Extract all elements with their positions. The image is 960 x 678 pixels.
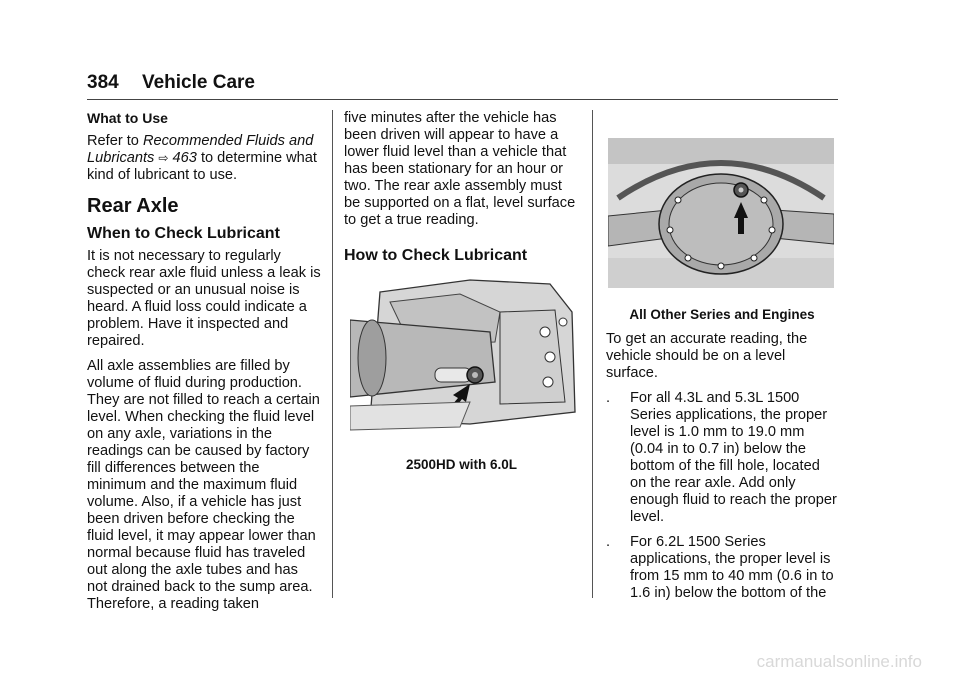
what-to-use-heading: What to Use — [87, 110, 168, 126]
page-ref-arrow-icon: ⇨ — [158, 151, 169, 165]
refer-paragraph: Refer to Recommended Fluids and Lubricants ⇨ 463 to determine what kind of lubricant to use. — [87, 133, 317, 183]
continued-paragraph: five minutes after the vehicle has been driven will appear to have a lower fluid level than a vehicle that has been stationary for an hour or two. The rear axle assembly must be supported on a flat, level surface to get a true reading. — [344, 110, 576, 228]
header-rule — [87, 99, 838, 100]
column-right — [606, 110, 838, 610]
fluids-lubricants-link[interactable]: Recommended Fluids and Lubricants — [87, 133, 314, 166]
paragraph-2: All axle assemblies are filled by volume of fluid during production. They are not filled to reach a certain level. When checking the fluid level on any axle, variations in the readings can be caused by factory fill differences between the minimum and the maximum fluid volume. Also, if a vehicle has just been driven before checking the fluid level, it may appear lower than normal because fluid has traveled out along the axle tubes and has not drained back to the sump area. Therefore, a reading taken — [87, 358, 320, 612]
column-divider-left — [332, 110, 333, 598]
level-intro: To get an accurate reading, the vehicle should be on a level surface. — [606, 331, 808, 381]
axle-2500hd-illustration — [350, 272, 580, 432]
watermark: carmanualsonline.info — [756, 652, 922, 671]
column-left — [87, 110, 322, 621]
axle-other-series-illustration — [608, 138, 834, 288]
page-header — [87, 72, 255, 94]
list-item — [606, 534, 838, 602]
page-number: 384 — [87, 72, 119, 93]
column-divider-right — [592, 110, 593, 598]
how-to-check-heading: How to Check Lubricant — [344, 247, 528, 264]
list-item — [606, 390, 838, 526]
bullet-glyph: . — [606, 390, 611, 406]
page-ref-link[interactable]: 463 — [172, 150, 197, 166]
rear-axle-title: Rear Axle — [87, 195, 179, 217]
when-to-check-heading: When to Check Lubricant — [87, 225, 280, 242]
section-title: Vehicle Care — [141, 72, 256, 93]
bullet-text: For all 4.3L and 5.3L 1500 Series applications, the proper level is 1.0 mm to 19.0 mm (0.04 in to 0.7 in) below the bottom of the fill hole, located on the rear axle. Add only enough fluid to reach the proper level. — [630, 390, 837, 525]
bullet-glyph: . — [606, 534, 611, 550]
paragraph-1: It is not necessary to regularly check rear axle fluid unless a leak is suspected or an unusual noise is heard. A fluid loss could indicate a problem. Have it inspected and repaired. — [87, 248, 321, 349]
bullet-text: For 6.2L 1500 Series applications, the proper level is from 15 mm to 40 mm (0.6 in to 1.6 in) below the bottom of the — [630, 534, 834, 601]
figure-2-caption: All Other Series and Engines — [629, 307, 815, 322]
figure-1-caption: 2500HD with 6.0L — [405, 457, 518, 472]
column-middle — [344, 110, 579, 473]
